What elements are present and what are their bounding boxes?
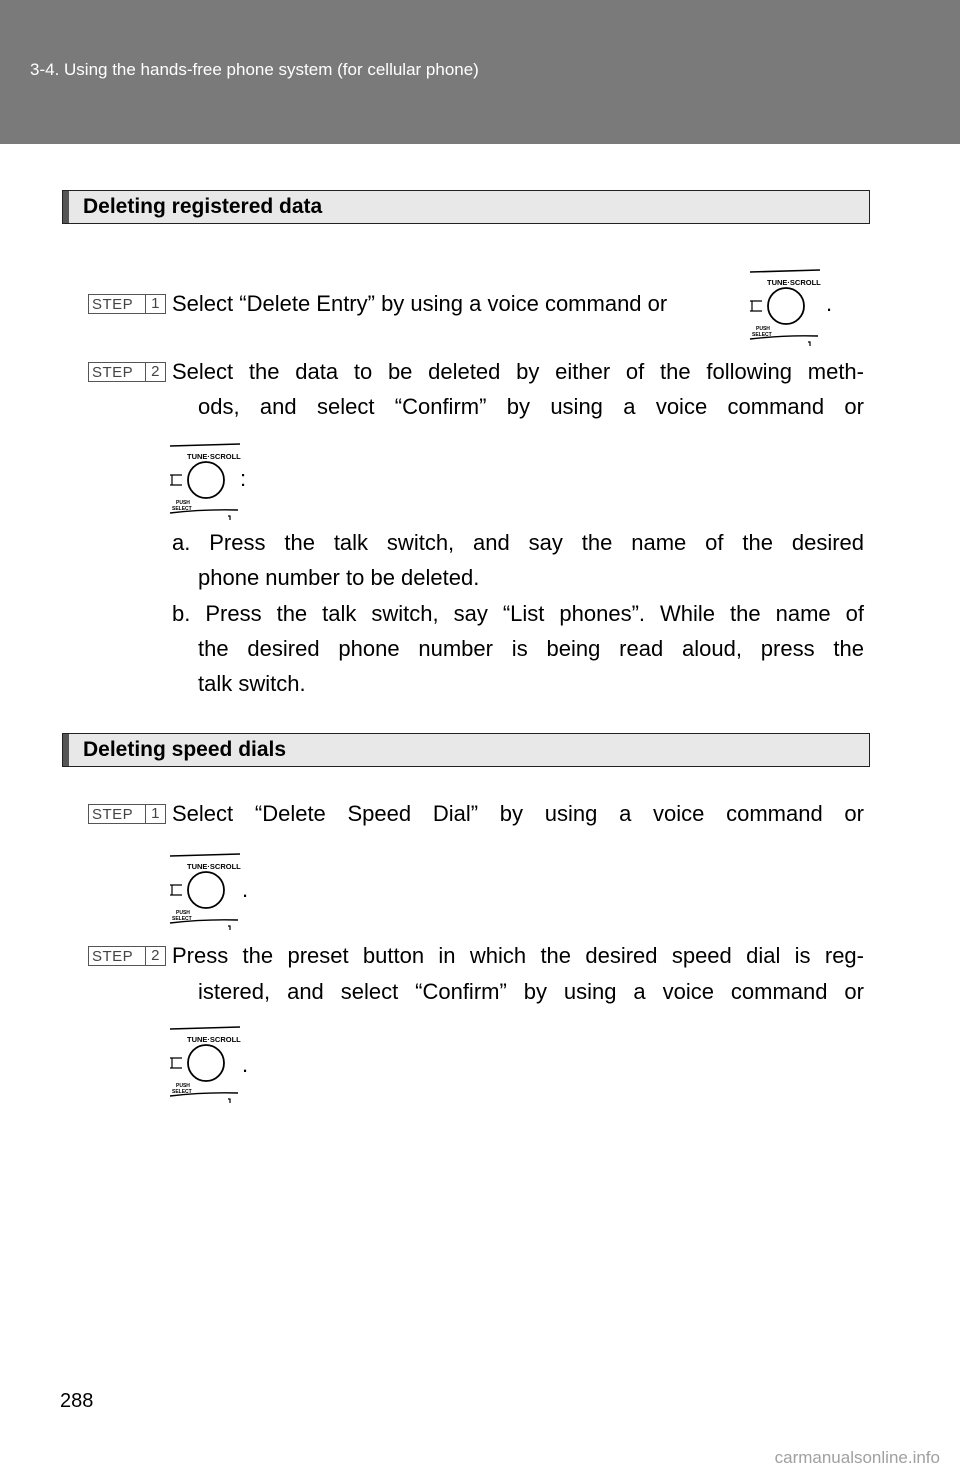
step-text: ods, and select “Confirm” by using a voice command or bbox=[198, 394, 864, 419]
tune-scroll-knob-icon bbox=[168, 442, 242, 520]
page-header bbox=[0, 0, 960, 144]
watermark: carmanualsonline.info bbox=[774, 1448, 940, 1467]
step-label: STEP bbox=[92, 806, 134, 823]
step-badge bbox=[88, 804, 166, 824]
svg-text:PUSH: PUSH bbox=[176, 500, 190, 506]
svg-text:TUNE·SCROLL: TUNE·SCROLL bbox=[187, 1035, 241, 1044]
svg-text:SELECT: SELECT bbox=[172, 916, 192, 922]
section-heading-deleting-speed-dials bbox=[62, 733, 870, 767]
step-text: Select the data to be deleted by either of the following meth- bbox=[172, 359, 864, 384]
svg-text:TUNE·SCROLL: TUNE·SCROLL bbox=[767, 278, 821, 287]
svg-text:PUSH: PUSH bbox=[176, 910, 190, 916]
svg-text:PUSH: PUSH bbox=[176, 1083, 190, 1089]
step-label: STEP bbox=[92, 296, 134, 313]
step-badge bbox=[88, 294, 166, 314]
option-a-text: a. Press the talk switch, and say the name of the desired bbox=[172, 530, 864, 555]
step-text: istered, and select “Confirm” by using a voice command or bbox=[198, 979, 864, 1004]
step-number: 1 bbox=[145, 804, 165, 824]
section-heading-deleting-registered-data bbox=[62, 190, 870, 224]
step-text: Select “Delete Entry” by using a voice command or bbox=[172, 291, 668, 316]
option-a-text: phone number to be deleted. bbox=[198, 565, 480, 590]
section-title: Deleting registered data bbox=[83, 195, 323, 218]
svg-text:SELECT: SELECT bbox=[172, 506, 192, 512]
step-number: 2 bbox=[145, 946, 165, 966]
svg-text:TUNE·SCROLL: TUNE·SCROLL bbox=[187, 452, 241, 461]
option-b-text: talk switch. bbox=[198, 671, 306, 696]
svg-text:SELECT: SELECT bbox=[752, 332, 772, 338]
section-title: Deleting speed dials bbox=[83, 738, 287, 761]
step-text-end: : bbox=[240, 466, 247, 491]
step-badge bbox=[88, 362, 166, 382]
svg-text:SELECT: SELECT bbox=[172, 1089, 192, 1095]
svg-text:PUSH: PUSH bbox=[756, 326, 770, 332]
step-text-end: . bbox=[826, 291, 833, 316]
tune-scroll-knob-icon bbox=[168, 852, 242, 930]
tune-scroll-knob-icon bbox=[168, 1025, 242, 1103]
step-label: STEP bbox=[92, 364, 134, 381]
option-b-text: b. Press the talk switch, say “List phones”. While the name of bbox=[172, 601, 864, 626]
step-text: Press the preset button in which the desired speed dial is reg- bbox=[172, 943, 864, 968]
step-badge bbox=[88, 946, 166, 966]
step-label: STEP bbox=[92, 948, 134, 965]
tune-scroll-knob-icon bbox=[748, 268, 822, 346]
step-text-end: . bbox=[242, 877, 249, 902]
chapter-title: 3-4. Using the hands-free phone system (for cellular phone) bbox=[30, 60, 479, 79]
step-number: 1 bbox=[145, 294, 165, 314]
svg-text:TUNE·SCROLL: TUNE·SCROLL bbox=[187, 862, 241, 871]
step-number: 2 bbox=[145, 362, 165, 382]
step-text: Select “Delete Speed Dial” by using a voice command or bbox=[172, 801, 864, 826]
page-number: 288 bbox=[60, 1390, 94, 1412]
option-b-text: the desired phone number is being read aloud, press the bbox=[198, 636, 864, 661]
step-text-end: . bbox=[242, 1052, 249, 1077]
